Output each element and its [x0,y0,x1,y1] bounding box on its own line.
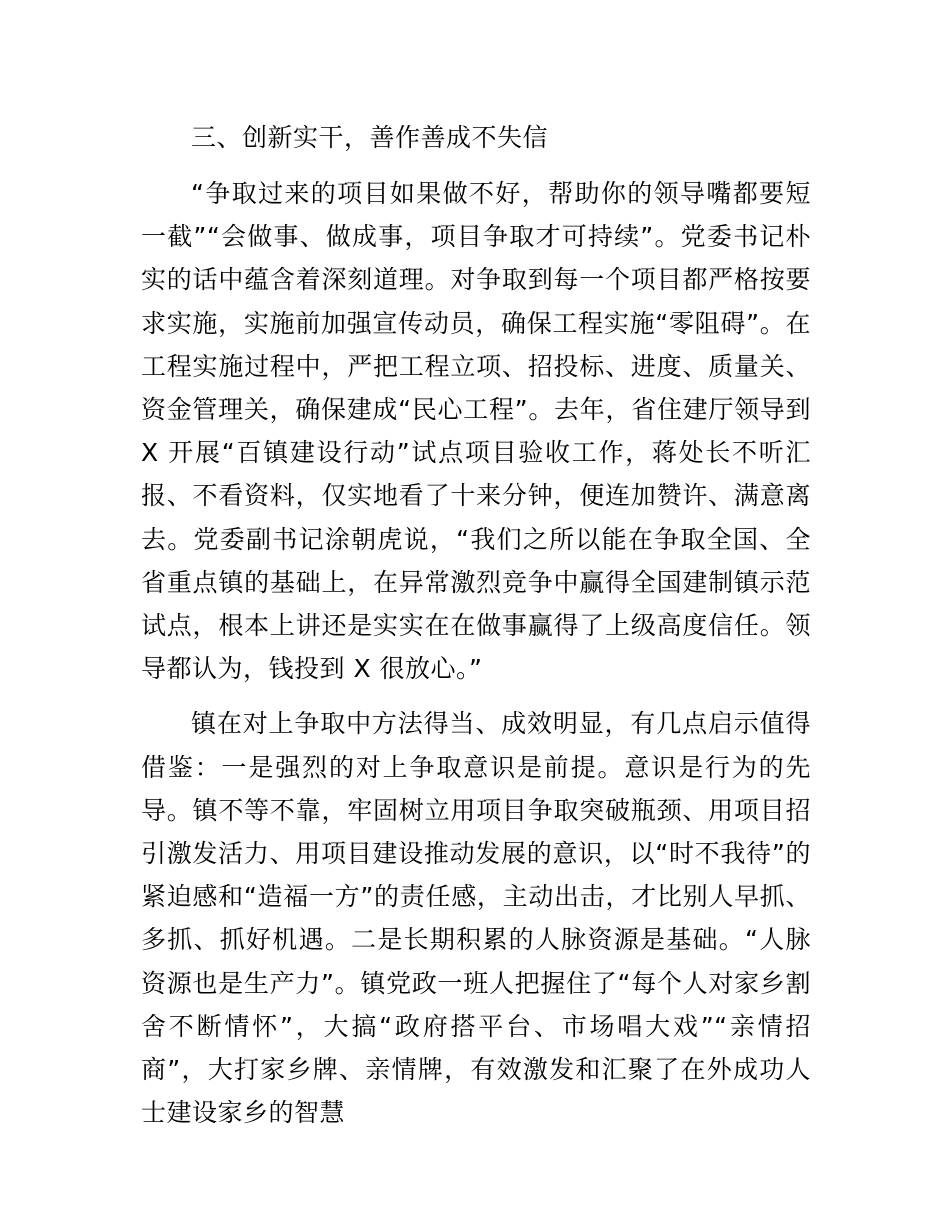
document-body [141,116,811,1134]
section-heading: 三、创新实干，善作善成不失信 [191,123,549,152]
paragraph-project-implementation: “争取过来的项目如果做不好，帮助你的领导嘴都要短一截”“会做事、做成事，项目争取才可持续”。党委书记朴实的话中蕴含着深刻道理。对争取到每一个项目都严格按要求实施，实施前加强宣传动员，确保工程实施“零阻碍”。在工程实施过程中，严把工程立项、招投标、进度、质量关、资金管理关，确保建成“民心工程”。去年，省住建厅领导到 X 开展“百镇建设行动”试点项目验收工作，蒋处长不听汇报、不看资料，仅实地看了十来分钟，便连加赞许、满意离去。党委副书记涂朝虎说，“我们之所以能在争取全国、全省重点镇的基础上，在异常激烈竞争中赢得全国建制镇示范试点，根本上讲还是实实在在做事赢得了上级高度信任。领导都认为，钱投到 X 很放心。” [141,179,811,684]
paragraph-lessons-learned: 镇在对上争取中方法得当、成效明显，有几点启示值得借鉴：一是强烈的对上争取意识是前提。意识是行为的先导。镇不等不靠，牢固树立用项目争取突破瓶颈、用项目招引激发活力、用项目建设推动发展的意识，以“时不我待”的紧迫感和“造福一方”的责任感，主动出击，才比别人早抓、多抓、抓好机遇。二是长期积累的人脉资源是基础。“人脉资源也是生产力”。镇党政一班人把握住了“每个人对家乡割舍不断情怀”，大搞“政府搭平台、市场唱大戏”“亲情招商”，大打家乡牌、亲情牌，有效激发和汇聚了在外成功人士建设家乡的智慧 [141,709,811,1128]
